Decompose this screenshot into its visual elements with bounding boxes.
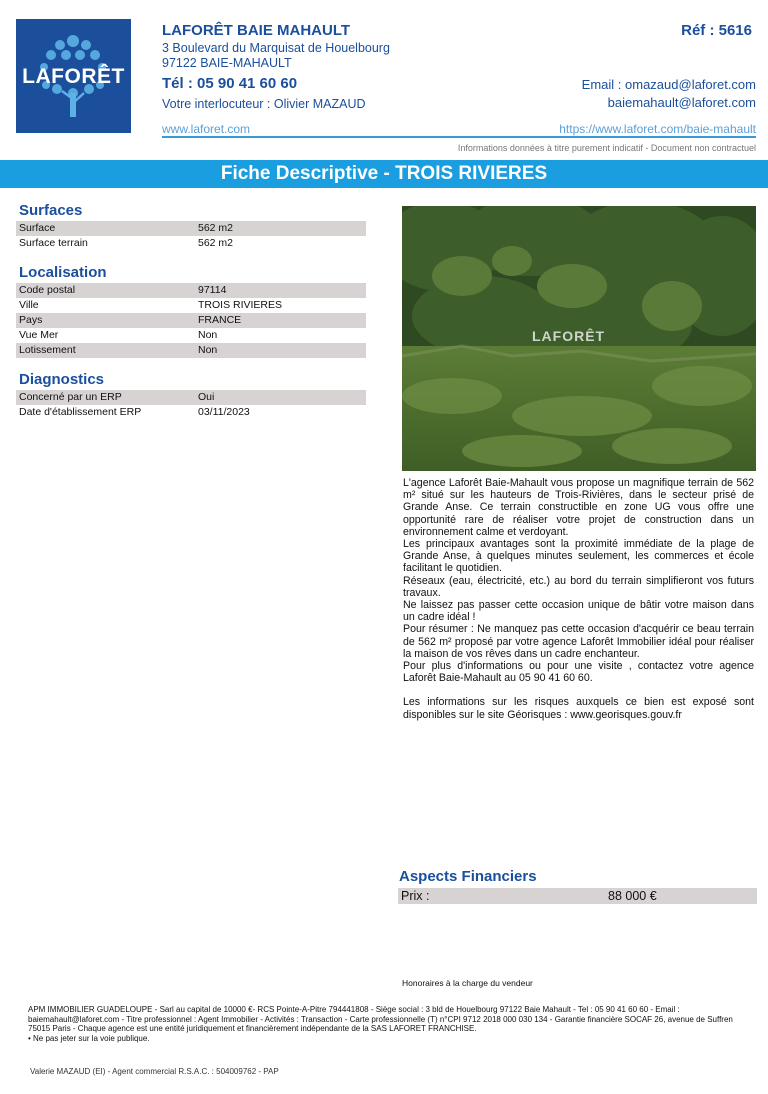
section-title-localisation: Localisation — [19, 264, 107, 281]
row-value: 03/11/2023 — [198, 406, 250, 418]
header-divider — [162, 136, 756, 138]
address-line-1: 3 Boulevard du Marquisat de Houelbourg — [162, 41, 390, 55]
row-label: Surface terrain — [19, 237, 88, 249]
table-row — [16, 236, 366, 251]
address-line-2: 97122 BAIE-MAHAULT — [162, 56, 292, 70]
row-value: TROIS RIVIERES — [198, 299, 283, 311]
table-row — [16, 390, 366, 405]
row-label: Surface — [19, 222, 56, 234]
row-label: Lotissement — [19, 344, 76, 356]
section-title-surfaces: Surfaces — [19, 202, 83, 219]
description-paragraph: Ne laissez pas passer cette occasion unique de bâtir votre maison dans un cadre idéal ! — [403, 599, 754, 624]
legal-text: APM IMMOBILIER GUADELOUPE - Sarl au capital de 10000 €- RCS Pointe-A-Pitre 794441808 - Siège social : 3 bld de Houelbourg 97122 Baie Mahault - Tel : 05 90 41 60 60 - Email : baiemahault@laforet.com - Titre professionnel : Agent Immobilier - Activités : Transaction - Carte professionnelle (T) n°CPI 9712 2018 000 030 134 - Garantie financière SOCAF 26, avenue de Suffren 75015 Paris - Chaque agence est une entité juridiquement et financièrement indépendante de la SAS LAFORET FRANCHISE. — [28, 1005, 733, 1033]
page-title: Fiche Descriptive - TROIS RIVIERES — [0, 160, 768, 188]
property-description — [403, 477, 754, 721]
recycle-note: • Ne pas jeter sur la voie publique. — [28, 1033, 150, 1043]
table-row — [16, 298, 366, 313]
reference-number: Réf : 5616 — [681, 22, 752, 39]
row-label: Code postal — [19, 284, 76, 296]
email-agency[interactable]: baiemahault@laforet.com — [607, 95, 756, 110]
agent-info: Valerie MAZAUD (EI) - Agent commercial R.S.A.C. : 504009762 - PAP — [30, 1067, 279, 1076]
laforet-logo — [16, 19, 131, 133]
row-label: Vue Mer — [19, 329, 59, 341]
table-row — [16, 328, 366, 343]
agency-name: LAFORÊT BAIE MAHAULT — [162, 22, 351, 39]
section-title-diagnostics: Diagnostics — [19, 371, 105, 388]
table-row — [16, 343, 366, 358]
disclaimer: Informations données à titre purement indicatif - Document non contractuel — [457, 143, 756, 153]
row-value: Non — [198, 344, 218, 356]
website-link[interactable]: www.laforet.com — [162, 122, 251, 136]
risk-information: Les informations sur les risques auxquels ce bien est exposé sont disponibles sur le site Géorisques : www.georisques.gouv.fr — [403, 696, 754, 721]
fees-note: Honoraires à la charge du vendeur — [402, 978, 533, 988]
row-value: Oui — [198, 391, 215, 403]
row-label: Date d'établissement ERP — [19, 406, 142, 418]
table-row — [16, 313, 366, 328]
contact-person: Votre interlocuteur : Olivier MAZAUD — [162, 97, 366, 111]
description-paragraph: L'agence Laforêt Baie-Mahault vous propose un magnifique terrain de 562 m² situé sur les hauteurs de Trois-Rivières, dans le secteur prisé de Grande Anse. Ce terrain constructible en zone UG vous offre une opportunité rare de réaliser votre projet de construction dans un environnement calme et verdoyant. — [403, 477, 754, 538]
description-paragraph: Pour résumer : Ne manquez pas cette occasion d'acquérir ce beau terrain de 562 m² proposé par votre agence Laforêt Immobilier idéal pour réaliser la maison de vos rêves dans un cadre enchanteur. — [403, 623, 754, 660]
row-label: Ville — [19, 299, 39, 311]
email-contact[interactable]: Email : omazaud@laforet.com — [581, 77, 756, 92]
description-paragraph: Les principaux avantages sont la proximité immédiate de la plage de Grande Anse, à quelques minutes seulement, les commerces et école facilitant le quotidien. — [403, 538, 754, 575]
row-value: 97114 — [198, 284, 227, 296]
description-paragraph: Réseaux (eau, électricité, etc.) au bord du terrain simplifieront vos futurs travaux. — [403, 574, 754, 599]
table-row — [16, 405, 366, 420]
agency-url-link[interactable]: https://www.laforet.com/baie-mahault — [559, 122, 756, 136]
phone-number: Tél : 05 90 41 60 60 — [162, 75, 298, 92]
price-label: Prix : — [401, 889, 430, 903]
photo-watermark: LAFORÊT — [532, 328, 606, 344]
table-row — [16, 283, 366, 298]
row-value: 562 m2 — [198, 222, 234, 234]
table-row — [16, 221, 366, 236]
price-value: 88 000 € — [608, 889, 657, 903]
row-label: Concerné par un ERP — [19, 391, 122, 403]
description-paragraph: Pour plus d'informations ou pour une visite , contactez votre agence Laforêt Baie-Mahault au 05 90 41 60 60. — [403, 660, 754, 685]
row-value: 562 m2 — [198, 237, 234, 249]
price-row — [398, 888, 757, 904]
property-photo — [402, 206, 756, 471]
row-value: FRANCE — [198, 314, 242, 326]
row-label: Pays — [19, 314, 43, 326]
logo-text: LAFORÊT — [22, 65, 125, 88]
row-value: Non — [198, 329, 218, 341]
legal-footer — [28, 1005, 748, 1043]
section-title-financial: Aspects Financiers — [399, 868, 537, 885]
